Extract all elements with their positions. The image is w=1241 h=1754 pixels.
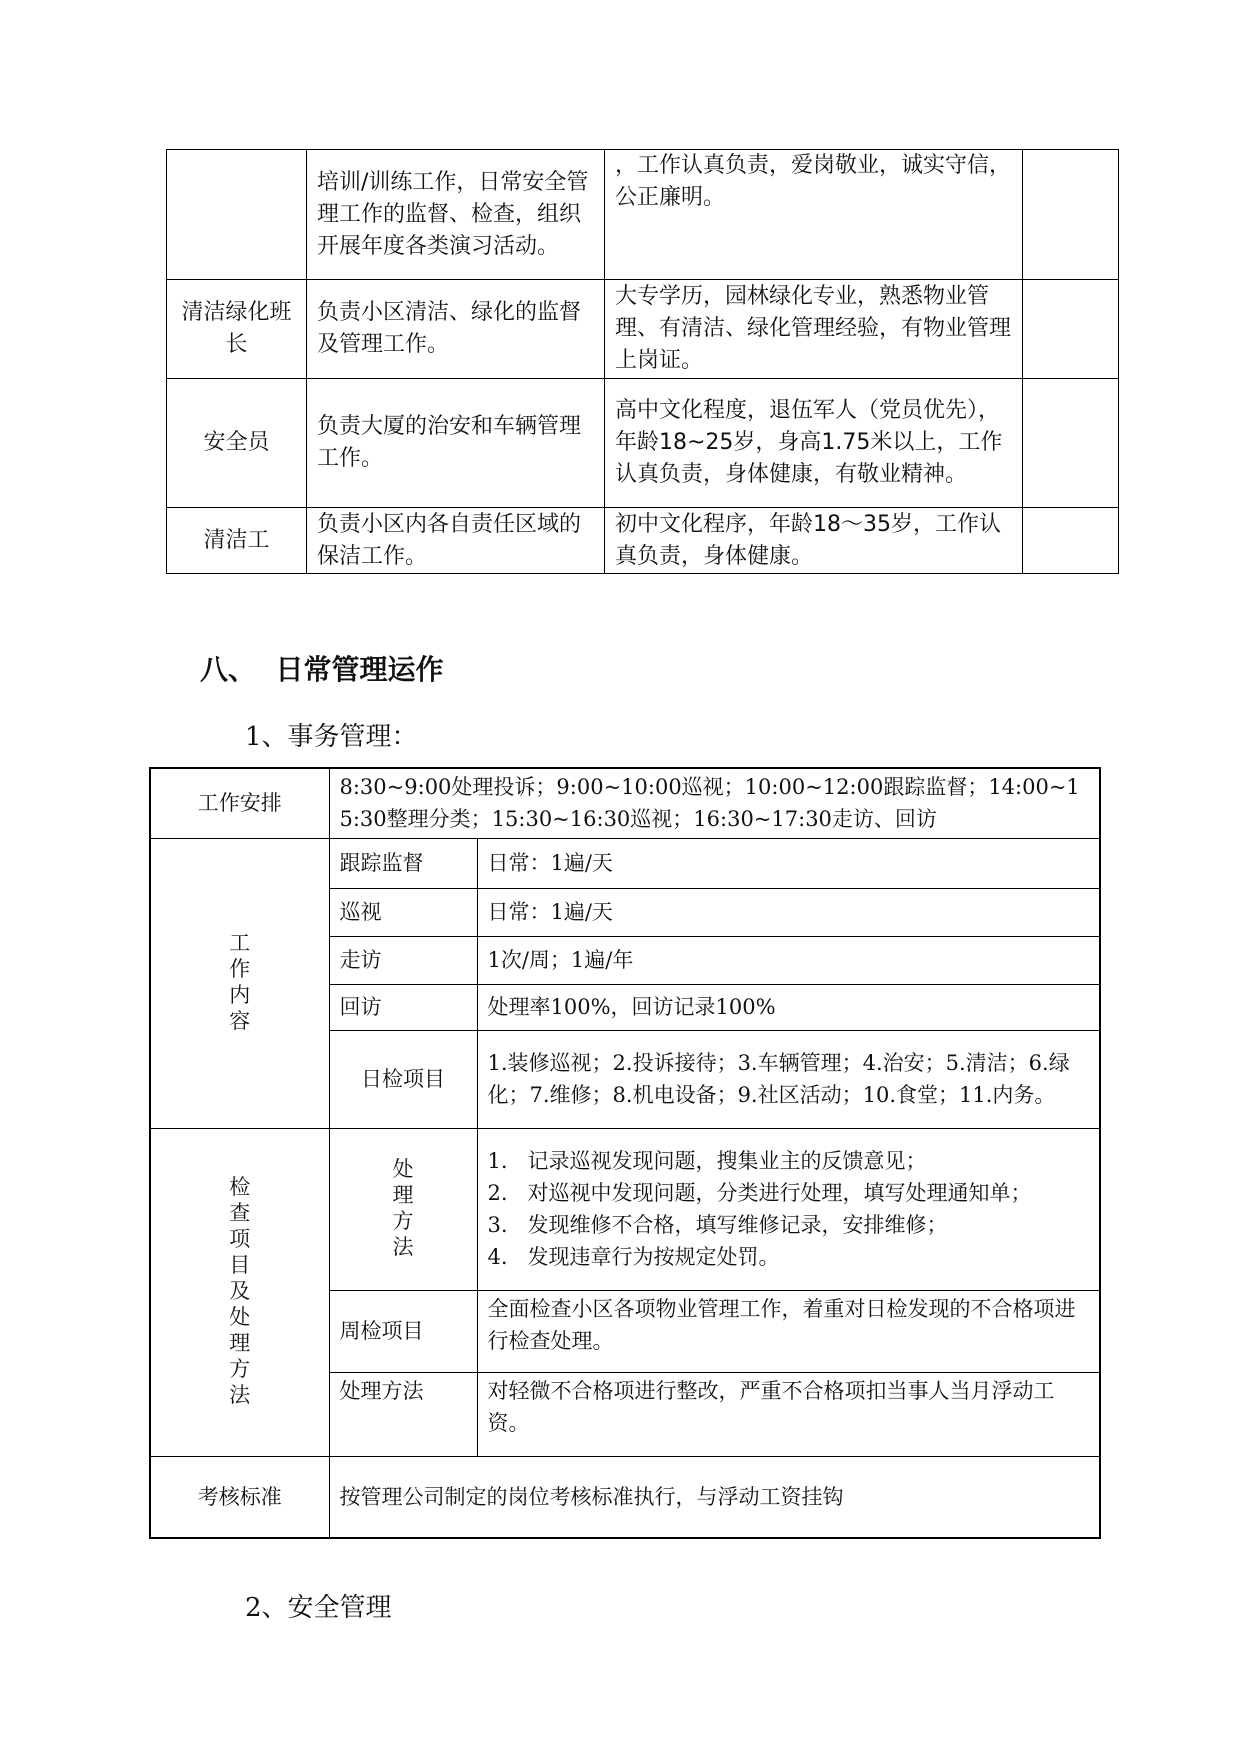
list-number: 2. <box>487 1181 508 1205</box>
daily-management-table <box>149 767 1101 1539</box>
position-cell <box>167 150 307 280</box>
item-value: 处理率100%，回访记录100% <box>477 984 1100 1030</box>
requirement-cell: ，工作认真负责，爱岗敬业，诚实守信，公正廉明。 <box>605 150 1023 280</box>
duty-cell: 负责小区内各自责任区域的保洁工作。 <box>307 508 605 574</box>
requirement-cell: 高中文化程度，退伍军人（党员优先），年龄18~25岁，身高1.75米以上，工作认真负责，身体健康，有敬业精神。 <box>605 379 1023 508</box>
list-text: 记录巡视发现问题，搜集业主的反馈意见； <box>527 1149 927 1173</box>
handling-value: 对轻微不合格项进行整改，严重不合格项扣当事人当月浮动工资。 <box>477 1372 1100 1456</box>
remark-cell <box>1023 280 1119 379</box>
method-list-cell <box>477 1128 1100 1290</box>
item-label: 跟踪监督 <box>329 838 477 888</box>
inspection-label-text: 检查项目及处理方法 <box>229 1174 251 1407</box>
list-item <box>488 1177 1090 1209</box>
item-value: 日常：1遍/天 <box>477 838 1100 888</box>
table-row <box>150 1128 1100 1290</box>
table-row <box>167 280 1119 379</box>
position-cell: 清洁绿化班长 <box>167 280 307 379</box>
item-value: 日常：1遍/天 <box>477 888 1100 936</box>
requirement-cell: 大专学历，园林绿化专业，熟悉物业管理、有清洁、绿化管理经验，有物业管理上岗证。 <box>605 280 1023 379</box>
list-number: 1. <box>487 1149 508 1173</box>
section-heading: 八、 日常管理运作 <box>200 653 444 686</box>
duty-cell: 负责小区清洁、绿化的监督及管理工作。 <box>307 280 605 379</box>
subsection-heading-affairs: 1、事务管理： <box>245 722 418 752</box>
item-value: 1.装修巡视；2.投诉接待；3.车辆管理；4.治安；5.清洁；6.绿化；7.维修；8.机电设备；9.社区活动；10.食堂；11.内务。 <box>477 1030 1100 1128</box>
item-label: 巡视 <box>329 888 477 936</box>
duty-cell: 负责大厦的治安和车辆管理工作。 <box>307 379 605 508</box>
table-row <box>167 150 1119 280</box>
table-row <box>167 508 1119 574</box>
assessment-label: 考核标准 <box>150 1456 329 1538</box>
assessment-value: 按管理公司制定的岗位考核标准执行，与浮动工资挂钩 <box>329 1456 1100 1538</box>
list-item <box>488 1145 1090 1177</box>
remark-cell <box>1023 379 1119 508</box>
duty-cell: 培训/训练工作，日常安全管理工作的监督、检查，组织开展年度各类演习活动。 <box>307 150 605 280</box>
inspection-label <box>150 1128 329 1456</box>
list-text: 发现维修不合格，填写维修记录，安排维修； <box>527 1213 948 1237</box>
schedule-label: 工作安排 <box>150 768 329 838</box>
method-list <box>488 1145 1090 1273</box>
list-text: 发现违章行为按规定处罚。 <box>527 1245 780 1269</box>
list-item <box>488 1241 1090 1273</box>
schedule-value: 8:30~9:00处理投诉；9:00~10:00巡视；10:00~12:00跟踪监督；14:00~15:30整理分类；15:30~16:30巡视；16:30~17:30走访、回访 <box>329 768 1100 838</box>
position-cell: 清洁工 <box>167 508 307 574</box>
list-item <box>488 1209 1090 1241</box>
weekly-value: 全面检查小区各项物业管理工作，着重对日检发现的不合格项进行检查处理。 <box>477 1290 1100 1372</box>
weekly-label: 周检项目 <box>329 1290 477 1372</box>
list-number: 3. <box>487 1213 508 1237</box>
method-label-text: 处理方法 <box>392 1156 414 1259</box>
item-label: 日检项目 <box>329 1030 477 1128</box>
item-value: 1次/周；1遍/年 <box>477 936 1100 984</box>
handling-label: 处理方法 <box>329 1372 477 1456</box>
table-row <box>167 379 1119 508</box>
remark-cell <box>1023 508 1119 574</box>
position-cell: 安全员 <box>167 379 307 508</box>
table-row <box>150 838 1100 888</box>
item-label: 走访 <box>329 936 477 984</box>
item-label: 回访 <box>329 984 477 1030</box>
table-row <box>150 1456 1100 1538</box>
table-row <box>150 768 1100 838</box>
list-number: 4. <box>487 1245 508 1269</box>
subsection-heading-security: 2、安全管理 <box>245 1593 392 1623</box>
remark-cell <box>1023 150 1119 280</box>
work-content-label <box>150 838 329 1128</box>
method-label <box>329 1128 477 1290</box>
requirement-cell: 初中文化程序，年龄18～35岁，工作认真负责，身体健康。 <box>605 508 1023 574</box>
list-text: 对巡视中发现问题，分类进行处理，填写处理通知单； <box>527 1181 1032 1205</box>
staffing-table <box>166 149 1119 574</box>
work-content-label-text: 工作内容 <box>229 930 251 1033</box>
